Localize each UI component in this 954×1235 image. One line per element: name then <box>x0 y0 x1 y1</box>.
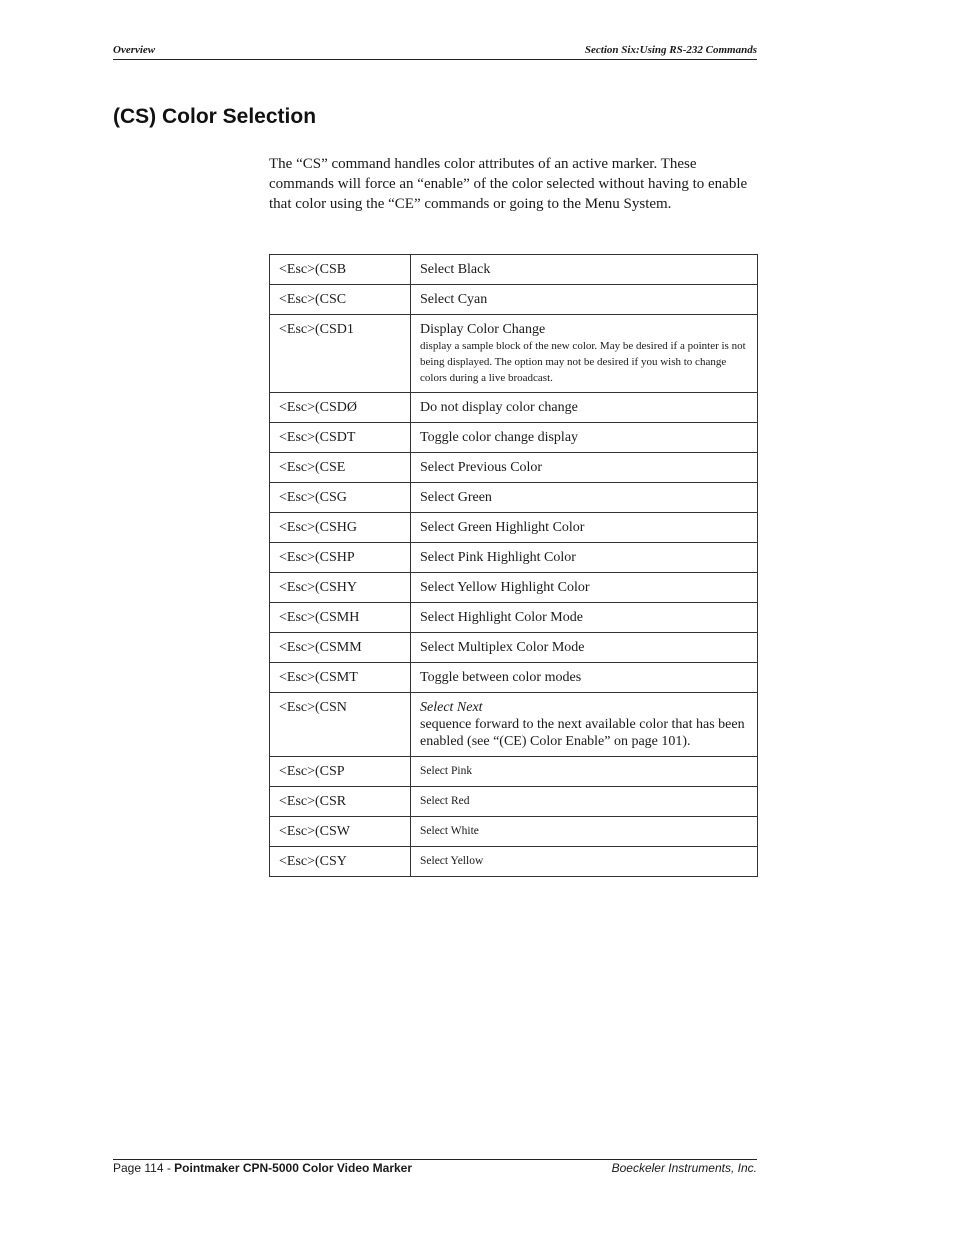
description-cell: Select Cyan <box>411 285 758 315</box>
description-cell: Select Previous Color <box>411 453 758 483</box>
command-cell: <Esc>(CSDØ <box>270 393 411 423</box>
description-cell: Select Green <box>411 483 758 513</box>
table-row <box>270 453 758 483</box>
description-cell: Select Red <box>411 787 758 817</box>
description-cell <box>411 693 758 757</box>
description-cell: Select Pink Highlight Color <box>411 543 758 573</box>
table-row <box>270 603 758 633</box>
table-row <box>270 255 758 285</box>
command-cell: <Esc>(CSHY <box>270 573 411 603</box>
command-cell: <Esc>(CSDT <box>270 423 411 453</box>
command-cell: <Esc>(CSR <box>270 787 411 817</box>
page-number: Page 114 - <box>113 1161 175 1175</box>
page-title: (CS) Color Selection <box>113 105 317 128</box>
description-cell: Select Yellow Highlight Color <box>411 573 758 603</box>
description-cell: Select Highlight Color Mode <box>411 603 758 633</box>
command-cell: <Esc>(CSMT <box>270 663 411 693</box>
table-row <box>270 543 758 573</box>
table-row <box>270 693 758 757</box>
running-header <box>113 43 757 60</box>
command-cell: <Esc>(CSN <box>270 693 411 757</box>
table-row <box>270 573 758 603</box>
description-cell: Select Yellow <box>411 847 758 877</box>
table-row <box>270 513 758 543</box>
command-table <box>269 254 758 877</box>
intro-paragraph: The “CS” command handles color attributes of an active marker. These commands will force an “enable” of the color selected without having to enable that color using the “CE” commands or going to the Menu System. <box>269 156 748 212</box>
table-row <box>270 663 758 693</box>
description-cell: Select Green Highlight Color <box>411 513 758 543</box>
command-cell: <Esc>(CSE <box>270 453 411 483</box>
description-cell: Select Multiplex Color Mode <box>411 633 758 663</box>
table-row <box>270 757 758 787</box>
product-name: Pointmaker CPN-5000 Color Video Marker <box>174 1161 413 1175</box>
description-title: Select Next <box>420 700 483 715</box>
command-cell: <Esc>(CSD1 <box>270 315 411 393</box>
table-row <box>270 787 758 817</box>
table-row <box>270 847 758 877</box>
description-detail: sequence forward to the next available color that has been enabled (see “(CE) Color Enable” on page 101). <box>420 717 745 749</box>
command-cell: <Esc>(CSP <box>270 757 411 787</box>
description-cell: Toggle between color modes <box>411 663 758 693</box>
command-cell: <Esc>(CSMM <box>270 633 411 663</box>
command-cell: <Esc>(CSW <box>270 817 411 847</box>
footer-left <box>113 1161 412 1175</box>
running-footer <box>113 1159 757 1178</box>
description-cell <box>411 315 758 393</box>
command-cell: <Esc>(CSY <box>270 847 411 877</box>
command-cell: <Esc>(CSHP <box>270 543 411 573</box>
description-cell: Select Pink <box>411 757 758 787</box>
command-cell: <Esc>(CSHG <box>270 513 411 543</box>
description-cell: Select Black <box>411 255 758 285</box>
description-detail: display a sample block of the new color. May be desired if a pointer is not being displayed. The option may not be desired if you wish to change colors during a live broadcast. <box>420 340 746 384</box>
table-row <box>270 315 758 393</box>
description-cell: Select White <box>411 817 758 847</box>
description-title: Display Color Change <box>420 322 546 337</box>
table-row <box>270 483 758 513</box>
table-row <box>270 633 758 663</box>
company-name: Boeckeler Instruments, Inc. <box>611 1161 757 1175</box>
table-row <box>270 285 758 315</box>
command-cell: <Esc>(CSG <box>270 483 411 513</box>
command-cell: <Esc>(CSMH <box>270 603 411 633</box>
table-row <box>270 423 758 453</box>
command-cell: <Esc>(CSB <box>270 255 411 285</box>
table-row <box>270 817 758 847</box>
command-cell: <Esc>(CSC <box>270 285 411 315</box>
description-cell: Toggle color change display <box>411 423 758 453</box>
header-left: Overview <box>113 44 156 56</box>
header-right: Section Six:Using RS-232 Commands <box>584 44 757 56</box>
description-cell: Do not display color change <box>411 393 758 423</box>
table-row <box>270 393 758 423</box>
